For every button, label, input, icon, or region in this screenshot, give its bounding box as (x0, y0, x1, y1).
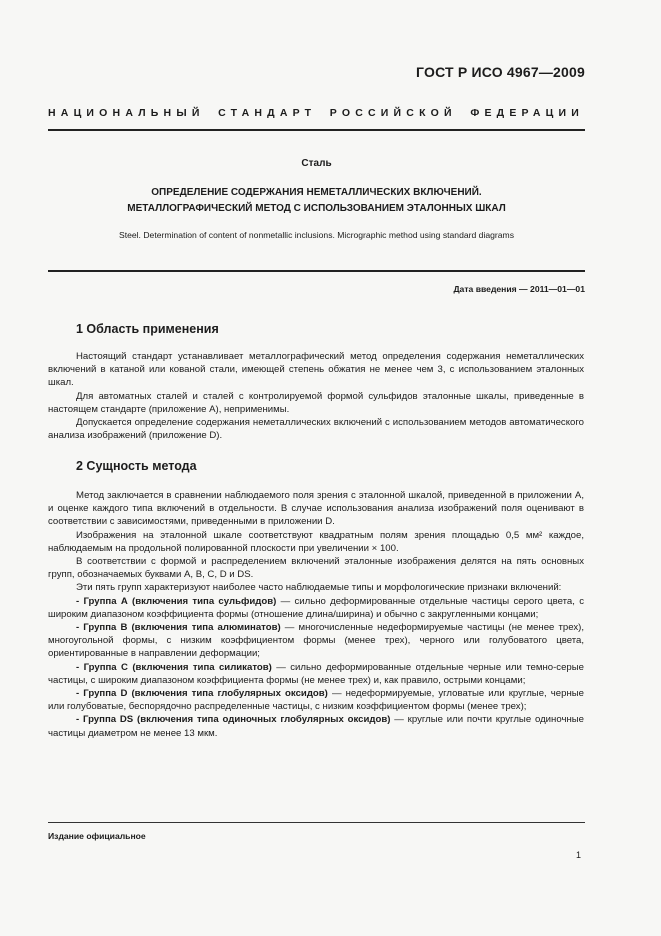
national-standard-banner (48, 107, 584, 119)
section-body-scope (48, 350, 584, 442)
page-number: 1 (575, 850, 581, 860)
group-description: — сильно деформированные отдельные черные или темно-серые частицы, с широким диапазоном коэффициента формы (не менее трех) и, как правило, острыми концами; (48, 661, 584, 686)
group-description: — круглые или почти круглые одиночные частицы диаметром не менее 13 мкм. (48, 714, 584, 739)
paragraph: Изображения на эталонной шкале соответствуют квадратным полям зрения площадью 0,5 мм² каждое, наблюдаемым на продольной полированной плоскости при увеличении × 100. (48, 529, 584, 554)
paragraph: Эти пять групп характеризуют наиболее часто наблюдаемые типы и морфологические признаки включений: (76, 582, 562, 594)
official-edition-note: Издание официальное (48, 831, 146, 841)
title-line: МЕТАЛЛОГРАФИЧЕСКИЙ МЕТОД С ИСПОЛЬЗОВАНИЕМ ЭТАЛОННЫХ ШКАЛ (127, 203, 506, 214)
banner-word: СТАНДАРТ (218, 107, 317, 119)
header-divider (48, 129, 585, 131)
paragraph: Для автоматных сталей и сталей с контролируемой формой сульфидов эталонные шкалы, приведенные в настоящем стандарте (приложение А), неприменимы. (48, 390, 584, 415)
subject-heading: Сталь (301, 158, 332, 169)
group-item (48, 687, 584, 713)
group-label: - Группа А (включения типа сульфидов) (76, 595, 277, 607)
group-label: - Группа В (включения типа алюминатов) (76, 622, 281, 634)
english-title: Steel. Determination of content of nonmetallic inclusions. Micrographic method using standard diagrams (118, 230, 515, 240)
group-item (48, 713, 584, 739)
group-description: — многочисленные недеформируемые частицы (не менее трех), многоугольной формы, с низким коэффициентом формы (менее трех), черного или голубоватого цвета, ориентированные в направлении деформации; (48, 622, 584, 660)
group-description: — сильно деформированные отдельные частицы серого цвета, с широким диапазоном коэффициента формы (отношение длина/ширина) и обычно с закругленными концами; (48, 595, 585, 620)
group-description: — недеформируемые, угловатые или круглые, черные или голубоватые, беспорядочно распределенные частицы, с низким коэффициентом формы (менее трех); (48, 688, 584, 713)
group-item (48, 661, 584, 687)
title-divider (48, 270, 585, 272)
banner-word: ФЕДЕРАЦИИ (470, 107, 584, 119)
footer-divider (48, 822, 585, 823)
group-item (48, 595, 584, 621)
paragraph: В соответствии с формой и распределением включений эталонные изображения делятся на пять основных групп, обозначаемых буквами А, В, С, D и DS. (48, 556, 584, 581)
document-code: ГОСТ Р ИСО 4967—2009 (416, 64, 585, 80)
introduction-date: Дата введения — 2011—01—01 (453, 284, 585, 294)
group-label: - Группа С (включения типа силикатов) (76, 661, 272, 673)
group-label: - Группа D (включения типа глобулярных оксидов) (76, 688, 328, 700)
section-heading-scope: 1 Область применения (76, 322, 219, 336)
section-heading-method: 2 Сущность метода (76, 459, 197, 473)
section-body-method (48, 489, 584, 740)
group-item (48, 621, 584, 661)
title-line: ОПРЕДЕЛЕНИЕ СОДЕРЖАНИЯ НЕМЕТАЛЛИЧЕСКИХ ВКЛЮЧЕНИЙ. (151, 187, 482, 198)
banner-word: РОССИЙСКОЙ (329, 107, 457, 119)
paragraph: Настоящий стандарт устанавливает металлографический метод определения содержания неметаллических включений в катаной или кованой стали, имеющей степень обжатия не менее чем 3, с использованием эталонных шкал. (48, 351, 584, 389)
paragraph: Допускается определение содержания неметаллических включений с использованием методов автоматического анализа изображений (приложение D). (48, 417, 584, 442)
banner-word: НАЦИОНАЛЬНЫЙ (48, 107, 205, 119)
paragraph: Метод заключается в сравнении наблюдаемого поля зрения с эталонной шкалой, приведенной в приложении А, и оценке каждого типа включений в отдельности. В случае использования анализа изображений поля оценивают в соответствии с зависимостями, приведенными в приложении D. (48, 490, 584, 528)
group-label: - Группа DS (включения типа одиночных глобулярных оксидов) (76, 714, 391, 726)
document-title (48, 185, 585, 217)
